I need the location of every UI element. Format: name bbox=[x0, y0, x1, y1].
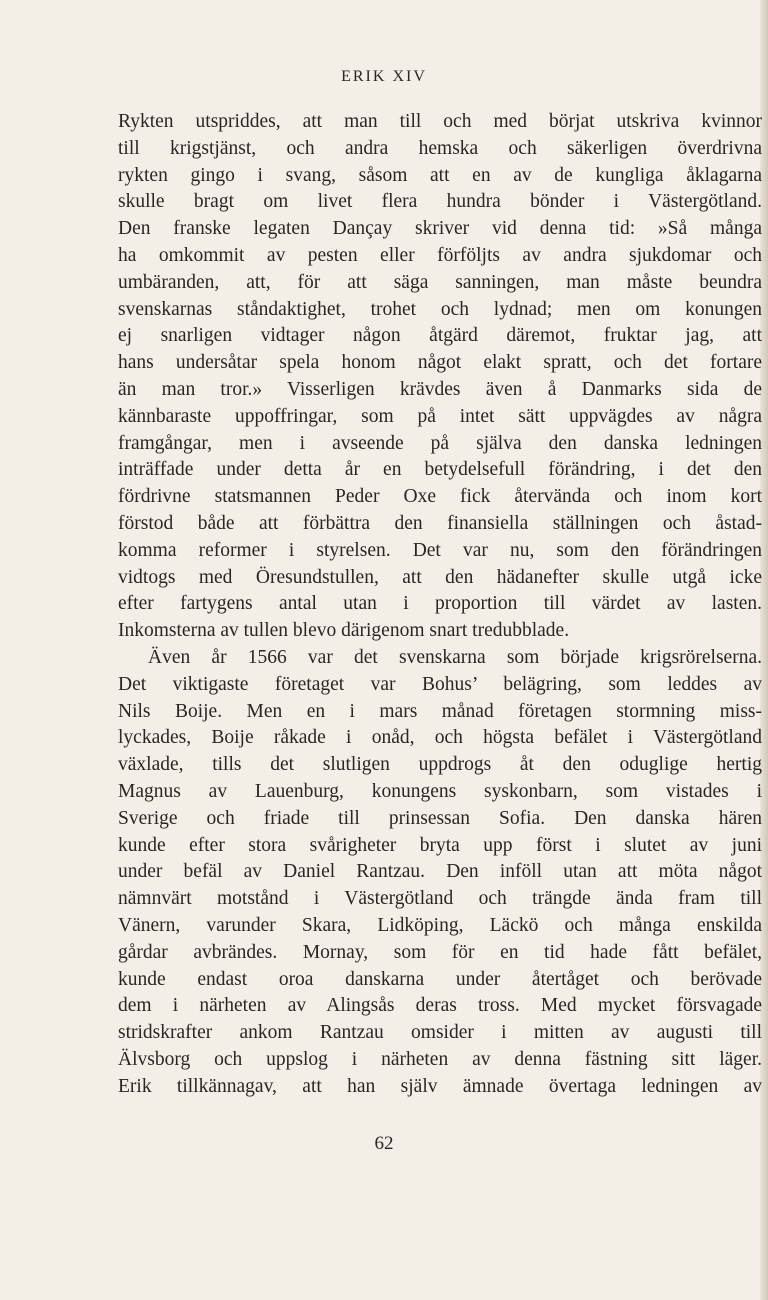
text-line: framgångar, men i avseende på själva den danska ledningen bbox=[118, 432, 762, 454]
text-line: Det viktigaste företaget var Bohus’ belägring, som leddes av bbox=[118, 673, 762, 695]
text-line: ha omkommit av pesten eller förföljts av andra sjukdomar och bbox=[118, 244, 762, 266]
text-line: kännbaraste uppoffringar, som på intet sätt uppvägdes av några bbox=[118, 405, 762, 427]
body-text bbox=[118, 109, 762, 1100]
text-line: svenskarnas ståndaktighet, trohet och lydnad; men om konungen bbox=[118, 298, 762, 320]
text-line: Även år 1566 var det svenskarna som började krigsrörelserna. bbox=[148, 646, 762, 668]
text-line: Älvsborg och uppslog i närheten av denna fästning sitt läger. bbox=[118, 1048, 762, 1070]
text-line: fördrivne statsmannen Peder Oxe fick återvända och inom kort bbox=[118, 486, 762, 508]
text-line: Inkomsterna av tullen blevo därigenom snart tredubblade. bbox=[118, 620, 570, 642]
text-line: komma reformer i styrelsen. Det var nu, som den förändringen bbox=[118, 539, 762, 561]
text-line: ej snarligen vidtager någon åtgärd däremot, fruktar jag, att bbox=[118, 325, 762, 347]
text-line: hans undersåtar spela honom något elakt spratt, och det fortare bbox=[118, 352, 762, 374]
text-line: umbäranden, att, för att säga sanningen, man måste beundra bbox=[118, 271, 762, 293]
text-line: rykten gingo i svang, såsom att en av de kungliga åklagarna bbox=[118, 164, 762, 186]
running-header: ERIK XIV bbox=[341, 68, 427, 85]
text-line: nämnvärt motstånd i Västergötland och trängde ända fram till bbox=[118, 888, 762, 910]
text-line: kunde efter stora svårigheter bryta upp först i slutet av juni bbox=[118, 834, 762, 856]
text-line: förstod både att förbättra den finansiella ställningen och åstad- bbox=[118, 512, 762, 534]
text-line: dem i närheten av Alingsås deras tross. Med mycket försvagade bbox=[118, 995, 762, 1017]
text-line: Erik tillkännagav, att han själv ämnade övertaga ledningen av bbox=[118, 1075, 762, 1097]
text-line: Sverige och friade till prinsessan Sofia. Den danska hären bbox=[118, 807, 762, 829]
text-line: skulle bragt om livet flera hundra bönder i Västergötland. bbox=[118, 191, 762, 213]
text-line: lyckades, Boije råkade i onåd, och högsta befälet i Västergötland bbox=[118, 727, 762, 749]
text-line: till krigstjänst, och andra hemska och säkerligen överdrivna bbox=[118, 137, 762, 159]
text-line: vidtogs med Öresundstullen, att den hädanefter skulle utgå icke bbox=[118, 566, 762, 588]
text-line: än man tror.» Visserligen krävdes även å Danmarks sida de bbox=[118, 378, 762, 400]
text-line: inträffade under detta år en betydelsefull förändring, i det den bbox=[118, 459, 762, 481]
page-number: 62 bbox=[374, 1133, 394, 1154]
text-line: Vänern, varunder Skara, Lidköping, Läckö och många enskilda bbox=[118, 914, 762, 936]
text-line: efter fartygens antal utan i proportion till värdet av lasten. bbox=[118, 593, 762, 615]
text-line: Magnus av Lauenburg, konungens syskonbarn, som vistades i bbox=[118, 780, 762, 802]
text-line: Rykten utspriddes, att man till och med börjat utskriva kvinnor bbox=[118, 111, 762, 132]
text-line: växlade, tills det slutligen uppdrogs åt den oduglige hertig bbox=[118, 754, 762, 776]
text-line: Nils Boije. Men en i mars månad företagen stormning miss- bbox=[118, 700, 762, 722]
text-line: stridskrafter ankom Rantzau omsider i mitten av augusti till bbox=[118, 1022, 762, 1044]
text-line: Den franske legaten Dançay skriver vid denna tid: »Så många bbox=[118, 218, 762, 240]
text-line: gårdar avbrändes. Mornay, som för en tid hade fått befälet, bbox=[118, 941, 762, 963]
text-line: under befäl av Daniel Rantzau. Den inföll utan att möta något bbox=[118, 861, 762, 883]
text-line: kunde endast oroa danskarna under återtåget och berövade bbox=[118, 968, 762, 990]
